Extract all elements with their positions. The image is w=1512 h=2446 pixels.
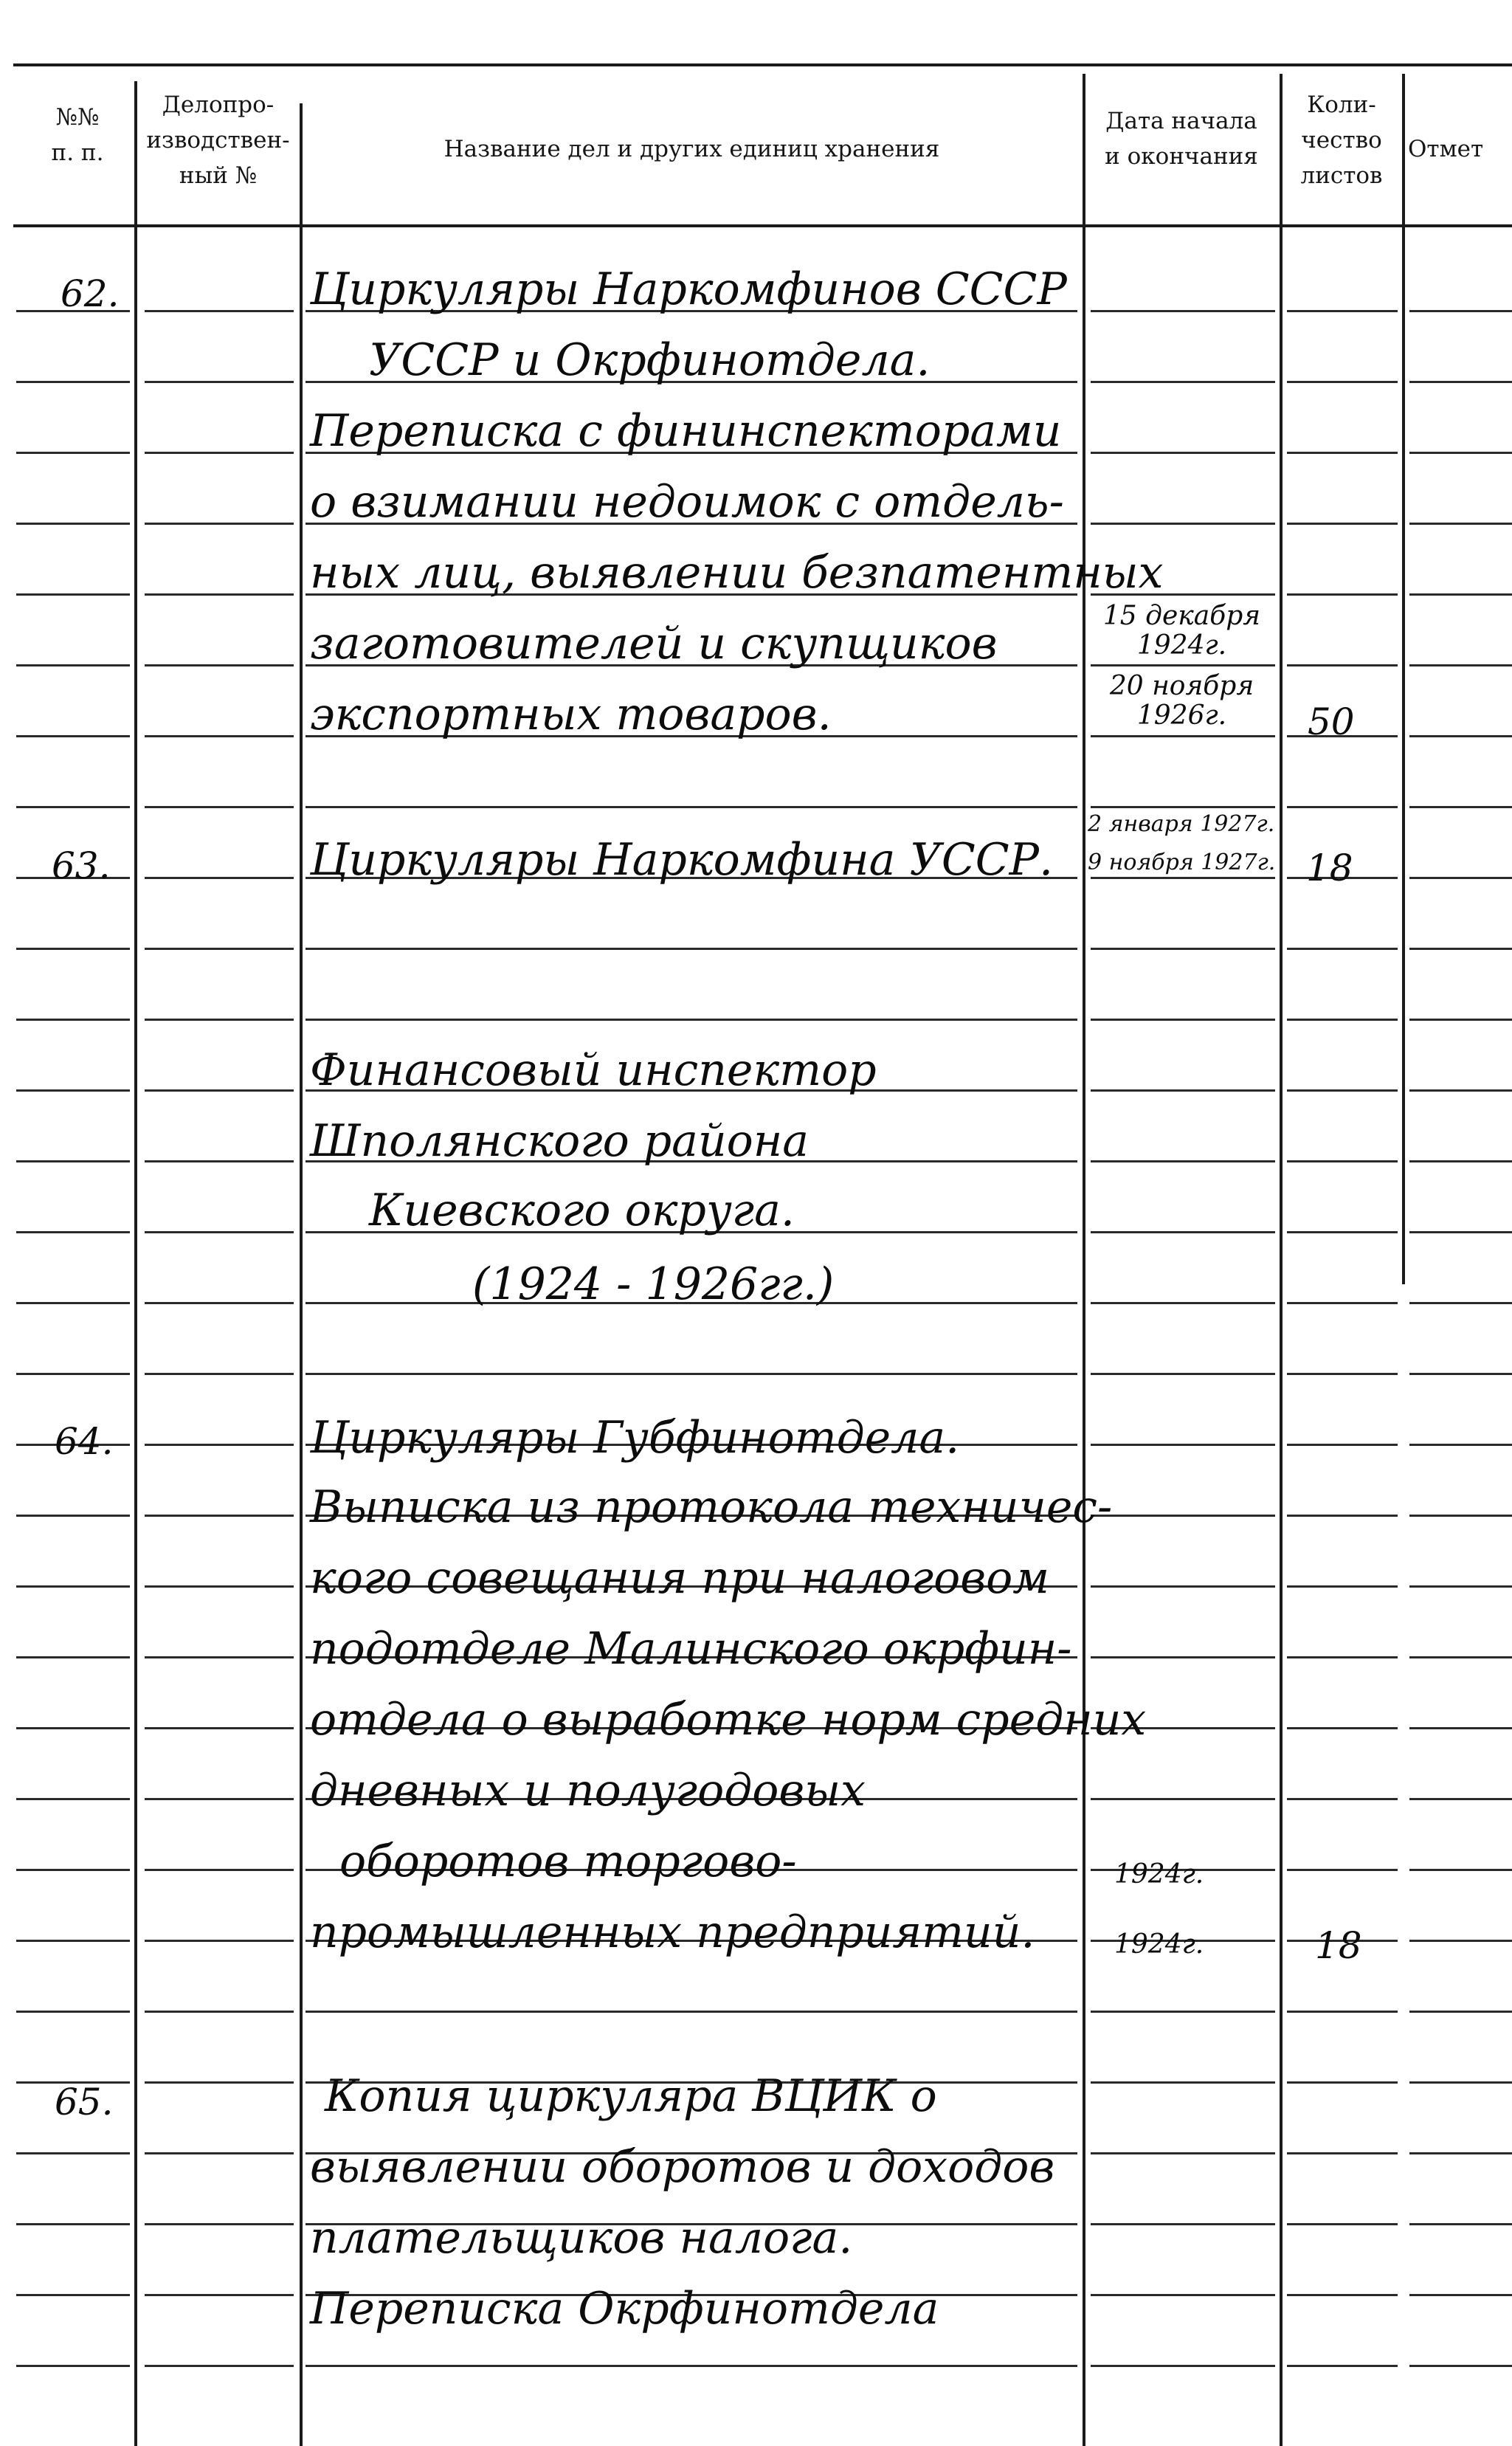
ruled-line [16, 806, 130, 808]
ruled-line [1287, 1727, 1398, 1729]
ruled-line [1287, 2365, 1398, 2367]
entry-64-line-4: подотделе Малинского окрфин- [310, 1623, 1072, 1675]
ruled-line [16, 1160, 130, 1162]
ruled-line [1287, 1019, 1398, 1021]
ruled-line [1409, 2081, 1512, 2084]
entry-64-line-1: Циркуляры Губфинотдела. [310, 1412, 960, 1464]
ruled-line [1287, 1373, 1398, 1375]
ruled-line [1409, 2011, 1512, 2013]
entry-62-number: 62. [61, 272, 120, 315]
ruled-line [305, 1373, 1077, 1375]
ruled-line [1091, 1656, 1275, 1658]
ruled-line [1409, 2223, 1512, 2225]
ruled-line [145, 1727, 294, 1729]
col-divider-2 [300, 103, 303, 2446]
ruled-line [1409, 1444, 1512, 1446]
ruled-line [1409, 1515, 1512, 1517]
ruled-line [145, 1444, 294, 1446]
header-num: №№ п. п. [51, 104, 104, 166]
entry-64-line-2: Выписка из протокола техничес- [310, 1481, 1113, 1533]
ruled-line [145, 1656, 294, 1658]
ruled-line [16, 2365, 130, 2367]
col-divider-4 [1280, 74, 1283, 2446]
ruled-line [1409, 2294, 1512, 2296]
ruled-line [16, 381, 130, 383]
entry-63-sheets: 18 [1306, 847, 1353, 889]
ruled-line [1287, 1302, 1398, 1304]
ruled-line [1091, 806, 1275, 808]
ruled-line [1409, 593, 1512, 596]
ruled-line [16, 1585, 130, 1588]
ruled-line [16, 1940, 130, 1942]
entry-62-line-6: заготовителей и скупщиков [310, 618, 998, 669]
ruled-line [1287, 593, 1398, 596]
ruled-line [145, 381, 294, 383]
ruled-line [1409, 664, 1512, 666]
ruled-line [16, 452, 130, 454]
header-notes: Отмет [1408, 136, 1484, 162]
entry-62-line-5: ных лиц, выявлении безпатентных [310, 547, 1164, 599]
ruled-line [16, 2223, 130, 2225]
ruled-line [1091, 2081, 1275, 2084]
ruled-line [16, 1727, 130, 1729]
ruled-line [1409, 735, 1512, 737]
ruled-line [145, 1940, 294, 1942]
entry-62-line-7: экспортных товаров. [310, 689, 832, 740]
ruled-line [1287, 2152, 1398, 2154]
ruled-line [1091, 1019, 1275, 1021]
ruled-line [305, 1019, 1077, 1021]
ruled-line [1409, 1585, 1512, 1588]
ruled-line [1091, 1160, 1275, 1162]
entry-62-line-3: Переписка с фининспекторами [310, 405, 1062, 457]
ruled-line [16, 523, 130, 525]
ruled-line [1287, 2011, 1398, 2013]
ruled-line [1287, 452, 1398, 454]
ruled-line [1091, 948, 1275, 950]
ruled-line [16, 1656, 130, 1658]
ruled-line [1091, 2223, 1275, 2225]
ruled-line [1091, 1798, 1275, 1800]
col-divider-5 [1402, 74, 1405, 1284]
ruled-line [1409, 1940, 1512, 1942]
ruled-line [145, 1019, 294, 1021]
entry-64-line-3: кого совещания при налоговом [310, 1552, 1050, 1604]
entry-64-date-end: 1924г. [1114, 1929, 1204, 1960]
entry-62-line-1: Циркуляры Наркомфинов СССР [310, 263, 1067, 315]
ruled-line [1287, 2081, 1398, 2084]
col-divider-1 [134, 81, 137, 2446]
entry-65-line-4: Переписка Окрфинотдела [310, 2283, 939, 2335]
entry-64-line-8: промышленных предприятий. [310, 1906, 1035, 1958]
ruled-line [145, 1231, 294, 1233]
ruled-line [1091, 1515, 1275, 1517]
ruled-line [145, 2081, 294, 2084]
entry-64-sheets: 18 [1315, 1924, 1362, 1967]
ruled-line [145, 593, 294, 596]
ruled-line [145, 2223, 294, 2225]
ruled-line [1091, 735, 1275, 737]
entry-65-number: 65. [55, 2081, 114, 2123]
ruled-line [1287, 1515, 1398, 1517]
ruled-line [1287, 1231, 1398, 1233]
ruled-line [1409, 1656, 1512, 1658]
ruled-line [145, 1089, 294, 1092]
ruled-line [145, 1869, 294, 1871]
ruled-line [16, 1373, 130, 1375]
ruled-line [1091, 310, 1275, 312]
entry-63-date-start: 2 января 1927г. [1088, 811, 1275, 837]
ruled-line [145, 1798, 294, 1800]
ruled-line [16, 2294, 130, 2296]
ruled-line [1287, 1585, 1398, 1588]
header-office-no: Делопро- изводствен- ный № [146, 92, 290, 189]
ruled-line [16, 2011, 130, 2013]
entry-62-date-start: 15 декабря 1924г. [1102, 601, 1261, 661]
ruled-line [305, 948, 1077, 950]
ruled-line [16, 1019, 130, 1021]
ruled-line [1091, 1089, 1275, 1092]
section-line-4: (1924 - 1926гг.) [472, 1258, 835, 1310]
entry-64-line-6: дневных и полугодовых [310, 1765, 866, 1816]
ruled-line [145, 2365, 294, 2367]
ruled-line [1287, 381, 1398, 383]
ruled-line [1091, 2294, 1275, 2296]
ruled-line [145, 310, 294, 312]
ruled-line [1287, 664, 1398, 666]
entry-64-date-start: 1924г. [1114, 1859, 1204, 1889]
ruled-line [16, 1089, 130, 1092]
ruled-line [1409, 1727, 1512, 1729]
ruled-line [1409, 1373, 1512, 1375]
ruled-line [1091, 1302, 1275, 1304]
ruled-line [16, 1798, 130, 1800]
ruled-line [1409, 1302, 1512, 1304]
ruled-line [145, 664, 294, 666]
ruled-line [1091, 664, 1275, 666]
ruled-line [16, 664, 130, 666]
entry-64-line-7: оборотов торгово- [339, 1836, 797, 1887]
ruled-line [1091, 452, 1275, 454]
ruled-line [1091, 1231, 1275, 1233]
entry-62-line-4: о взимании недоимок с отдель- [310, 476, 1064, 528]
ruled-line [305, 806, 1077, 808]
ruled-line [1409, 310, 1512, 312]
entry-64-number: 64. [55, 1420, 114, 1463]
ruled-line [1409, 1019, 1512, 1021]
entry-65-line-1: Копия циркуляра ВЦИК о [325, 2070, 937, 2122]
ruled-line [1091, 1444, 1275, 1446]
ruled-line [1409, 806, 1512, 808]
ruled-line [1287, 806, 1398, 808]
entry-63-line-1: Циркуляры Наркомфина УССР. [310, 834, 1054, 886]
ruled-line [1287, 1444, 1398, 1446]
ruled-line [145, 2294, 294, 2296]
entry-64-line-5: отдела о выработке норм средних [310, 1694, 1147, 1746]
ruled-line [145, 2011, 294, 2013]
entry-65-line-2: выявлении оборотов и доходов [310, 2141, 1055, 2193]
ruled-line [145, 948, 294, 950]
entry-62-sheets: 50 [1308, 700, 1355, 743]
ruled-line [16, 1869, 130, 1871]
ruled-line [145, 523, 294, 525]
ruled-line [1091, 2152, 1275, 2154]
ruled-line [1409, 1798, 1512, 1800]
ruled-line [16, 2152, 130, 2154]
entry-62-line-2: УССР и Окрфинотдела. [369, 334, 931, 386]
ruled-line [145, 2152, 294, 2154]
section-line-2: Шполянского района [310, 1115, 809, 1167]
entry-62-date-end: 20 ноября 1926г. [1109, 671, 1254, 731]
ruled-line [145, 452, 294, 454]
ruled-line [1409, 381, 1512, 383]
col-divider-3 [1083, 74, 1085, 2446]
ruled-line [1409, 2152, 1512, 2154]
ruled-line [1091, 2011, 1275, 2013]
ruled-line [1287, 523, 1398, 525]
ruled-line [1287, 2294, 1398, 2296]
ruled-line [1091, 1585, 1275, 1588]
ruled-line [1287, 1089, 1398, 1092]
ruled-line [16, 735, 130, 737]
ruled-line [1409, 1089, 1512, 1092]
ruled-line [305, 2365, 1077, 2367]
ruled-line [1287, 2223, 1398, 2225]
section-line-3: Киевского округа. [369, 1185, 795, 1236]
ruled-line [16, 1515, 130, 1517]
ruled-line [145, 1585, 294, 1588]
ruled-line [16, 1231, 130, 1233]
ruled-line [1409, 877, 1512, 879]
ruled-line [1409, 1160, 1512, 1162]
ruled-line [1287, 310, 1398, 312]
ruled-line [1287, 1798, 1398, 1800]
ruled-line [145, 1515, 294, 1517]
ruled-line [145, 1160, 294, 1162]
ruled-line [16, 1302, 130, 1304]
ruled-line [145, 877, 294, 879]
ruled-line [1091, 877, 1275, 879]
ruled-line [1287, 948, 1398, 950]
ruled-line [1091, 523, 1275, 525]
entry-65-line-3: плательщиков налога. [310, 2212, 853, 2264]
ruled-line [1091, 1373, 1275, 1375]
header-bottom-rule [13, 224, 1512, 227]
ruled-line [1287, 1869, 1398, 1871]
ruled-line [145, 1373, 294, 1375]
ruled-line [1409, 948, 1512, 950]
ruled-line [145, 735, 294, 737]
ruled-line [1091, 2365, 1275, 2367]
header-title: Название дел и других единиц хранения [443, 136, 940, 162]
ruled-line [145, 806, 294, 808]
ruled-line [1409, 1869, 1512, 1871]
ruled-line [145, 1302, 294, 1304]
ruled-line [1409, 2365, 1512, 2367]
entry-63-number: 63. [52, 844, 111, 887]
ruled-line [16, 593, 130, 596]
ruled-line [1409, 1231, 1512, 1233]
entry-63-date-end: 9 ноября 1927г. [1088, 850, 1276, 875]
ruled-line [1091, 381, 1275, 383]
ruled-line [1409, 452, 1512, 454]
header-sheets: Коли- чество листов [1300, 92, 1383, 189]
header-dates: Дата начала и окончания [1105, 108, 1258, 170]
section-line-1: Финансовый инспектор [310, 1044, 877, 1096]
ruled-line [305, 2011, 1077, 2013]
ruled-line [16, 948, 130, 950]
ruled-line [1409, 523, 1512, 525]
top-rule [13, 63, 1512, 66]
ruled-line [1287, 1656, 1398, 1658]
ruled-line [1287, 1160, 1398, 1162]
